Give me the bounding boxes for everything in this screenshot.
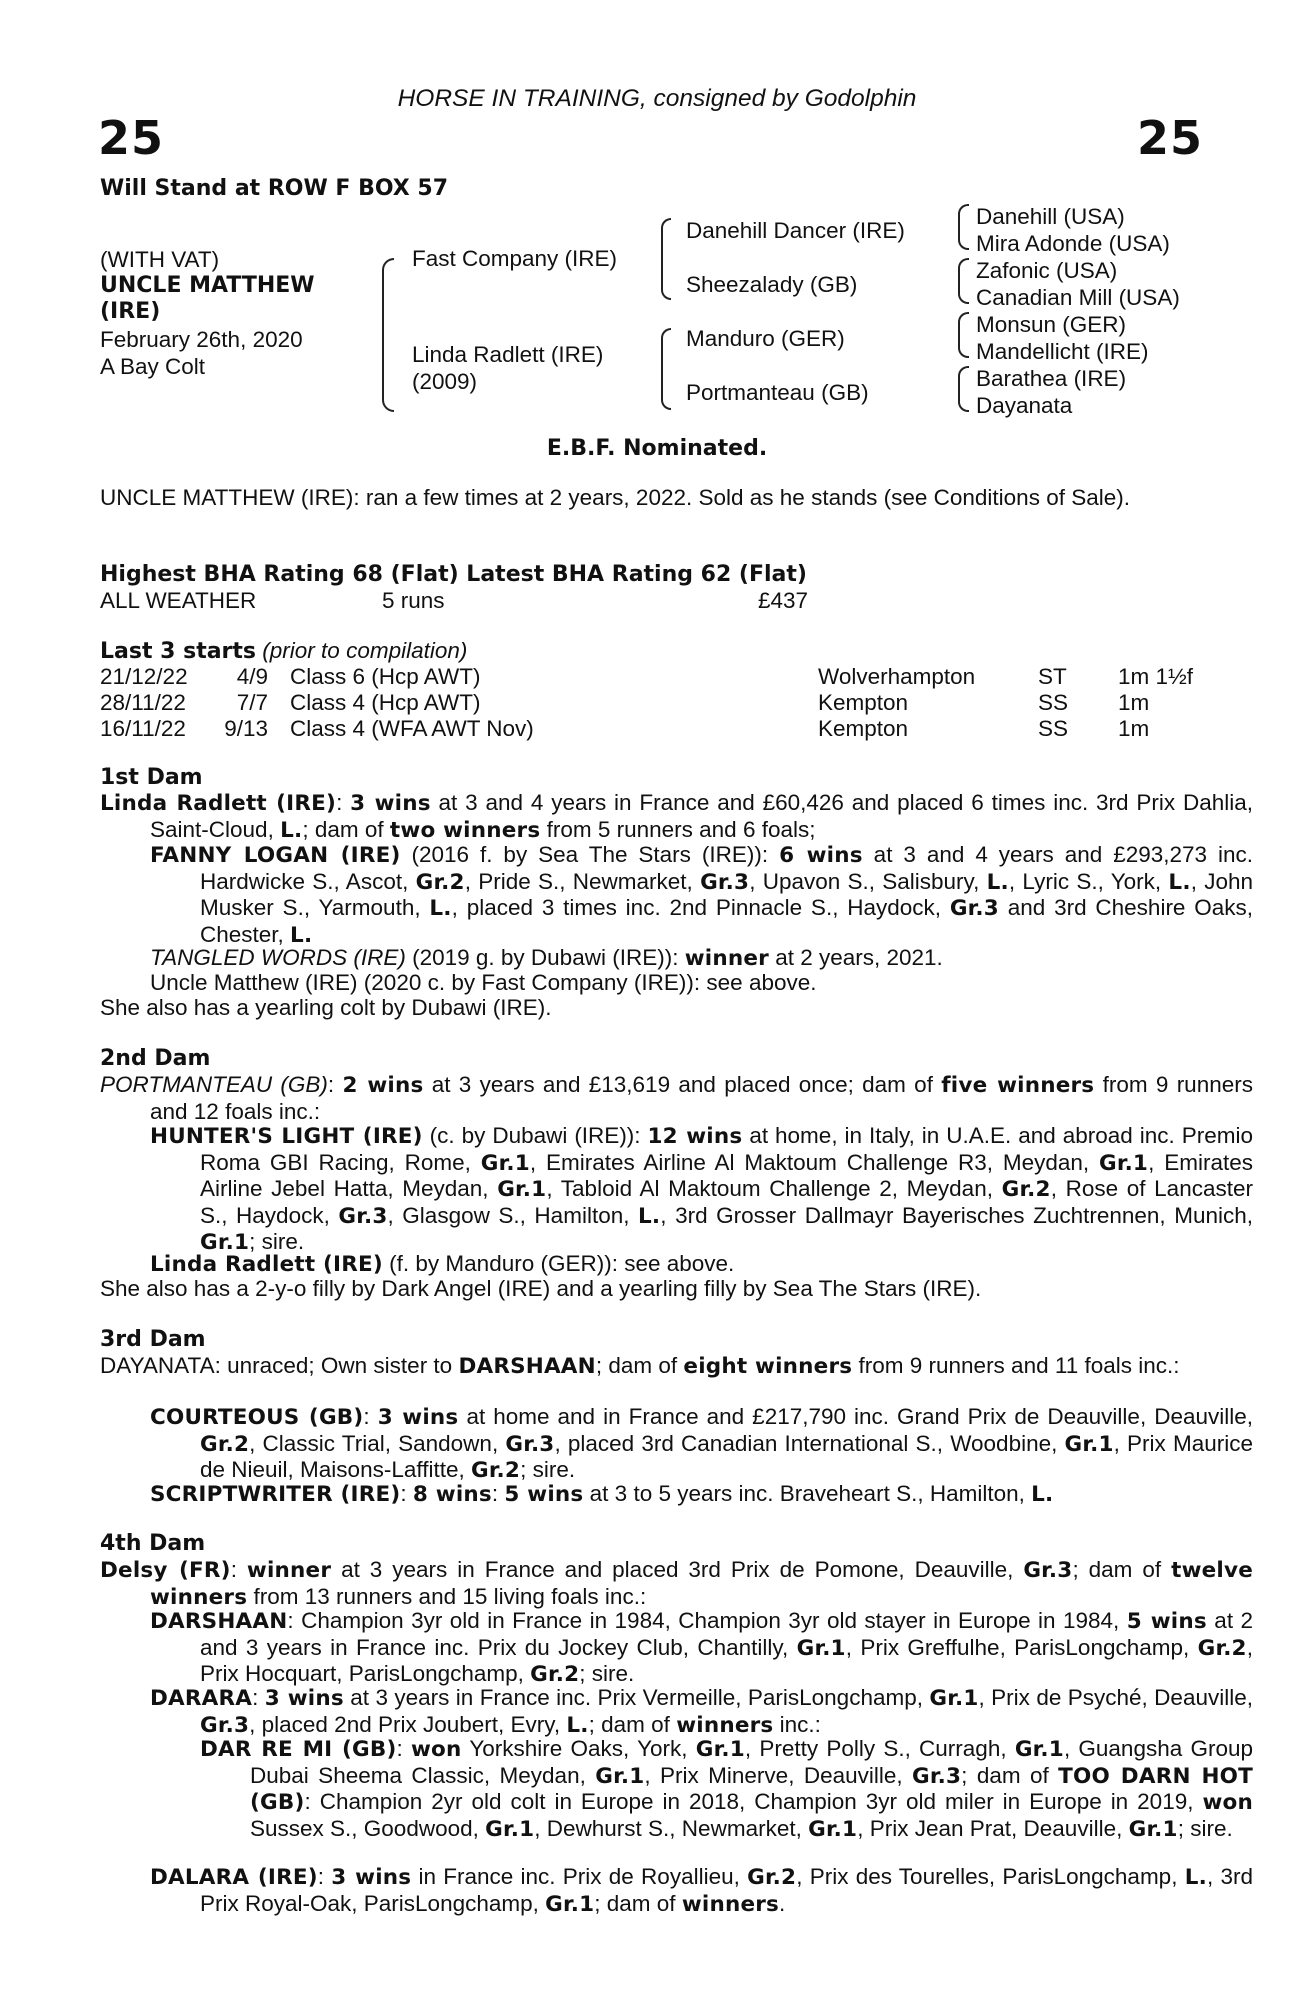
progeny-uncle-matthew: Uncle Matthew (IRE) (2020 c. by Fast Company (IRE)): see above. [150,970,817,995]
progeny-courteous: COURTEOUS (GB): 3 wins at home and in France and £217,790 inc. Grand Prix de Deauville, Deauville, Gr.2, Classic Trial, Sandown, Gr.3, placed 3rd Canadian International S., Woodbine, Gr.1, Prix Maurice de Nieuil, Maisons-Laffitte, Gr.2; sire. [150,1404,1254,1484]
start-going: ST [1038,664,1067,689]
prize-money: £437 [758,588,809,613]
first-dam-yearling: She also has a yearling colt by Dubawi (IRE). [100,995,552,1020]
start-course: Kempton [818,690,909,715]
first-dam-record: Linda Radlett (IRE): 3 wins at 3 and 4 years in France and £60,426 and placed 6 times inc. 3rd Prix Dahlia, Saint-Cloud, L.; dam of two winners from 5 runners and 6 foals; [100,790,1253,843]
bracket-sire [661,218,671,300]
second-dam-record: PORTMANTEAU (GB): 2 wins at 3 years and £13,619 and placed once; dam of five winners from 9 runners and 12 foals inc.: [100,1072,1253,1124]
grand-4: Canadian Mill (USA) [976,285,1180,310]
sire-dam: Sheezalady (GB) [686,272,858,297]
third-dam-heading: 3rd Dam [100,1327,206,1352]
progeny-hunters-light: HUNTER'S LIGHT (IRE) (c. by Dubawi (IRE)): 12 wins at home, in Italy, in U.A.E. and abroad inc. Premio Roma GBI Racing, Rome, Gr.1, Emirates Airline Al Maktoum Challenge R3, Meydan, Gr.1, Emirates Airline Jebel Hatta, Meydan, Gr.1, Tabloid Al Maktoum Challenge 2, Meydan, Gr.2, Rose of Lancaster S., Haydock, Gr.3, Glasgow S., Hamilton, L., 3rd Grosser Dallmayr Bayerisches Zuchtrennen, Munich, Gr.1; sire. [150,1123,1253,1256]
ebf-nomination: E.B.F. Nominated. [546,436,768,461]
horse-description: A Bay Colt [100,354,206,379]
start-going: SS [1038,690,1069,715]
grand-8: Dayanata [976,393,1073,418]
progeny-linda-radlett: Linda Radlett (IRE) (f. by Manduro (GER)): see above. [150,1251,735,1277]
lot-number-right: 25 [1136,111,1203,165]
second-dam-yearling: She also has a 2-y-o filly by Dark Angel (IRE) and a yearling filly by Sea The Stars (IRE). [100,1276,982,1301]
progeny-dalara: DALARA (IRE): 3 wins in France inc. Prix de Royallieu, Gr.2, Prix des Tourelles, ParisLongchamp, L., 3rd Prix Royal-Oak, ParisLongchamp, Gr.1; dam of winners. [150,1864,1253,1917]
dam-year: (2009) [412,369,478,394]
box-location: Will Stand at ROW F BOX 57 [100,176,449,201]
bracket-dam [661,328,671,410]
start-dist: 1m 1½f [1118,664,1194,689]
grand-5: Monsun (GER) [976,312,1127,337]
surface-label: ALL WEATHER [100,588,257,613]
grand-1: Danehill (USA) [976,204,1125,229]
second-dam-heading: 2nd Dam [100,1046,211,1071]
progeny-dar-re-mi: DAR RE MI (GB): won Yorkshire Oaks, York, Gr.1, Pretty Polly S., Curragh, Gr.1, Guangsha Group Dubai Sheema Classic, Meydan, Gr.1, Prix Minerve, Deauville, Gr.3; dam of TOO DARN HOT (GB): Champion 2yr old colt in Europe in 2018, Champion 3yr old miler in Europe in 2019, won Sussex S., Goodwood, Gr.1, Dewhurst S., Newmarket, Gr.1, Prix Jean Prat, Deauville, Gr.1; sire. [200,1736,1254,1842]
progeny-fanny-logan: FANNY LOGAN (IRE) (2016 f. by Sea The Stars (IRE)): 6 wins at 3 and 4 years and £293,273 inc. Hardwicke S., Ascot, Gr.2, Pride S., Newmarket, Gr.3, Upavon S., Salisbury, L., Lyric S., York, L., John Musker S., Yarmouth, L., placed 3 times inc. 2nd Pinnacle S., Haydock, Gr.3 and 3rd Cheshire Oaks, Chester, L. [150,842,1254,948]
fourth-dam-heading: 4th Dam [100,1531,206,1556]
start-pos: 4/9 [236,664,268,689]
first-dam-heading: 1st Dam [100,765,203,790]
start-course: Kempton [818,716,909,741]
start-race: Class 4 (Hcp AWT) [290,690,481,715]
foaling-date: February 26th, 2020 [100,327,303,352]
start-date: 16/11/22 [100,716,186,741]
start-race: Class 6 (Hcp AWT) [290,664,481,689]
last-starts-heading: Last 3 starts (prior to compilation) [100,638,468,664]
grand-3: Zafonic (USA) [976,258,1118,283]
sire-sire: Danehill Dancer (IRE) [686,218,905,243]
start-row [100,690,1220,716]
bracket-g4 [958,366,969,412]
start-pos: 9/13 [224,716,268,741]
fourth-dam-record: Delsy (FR): winner at 3 years in France and placed 3rd Prix de Pomone, Deauville, Gr.3; dam of twelve winners from 13 runners and 15 living foals inc.: [100,1557,1253,1610]
dam: Linda Radlett (IRE) [412,342,604,367]
start-going: SS [1038,716,1069,741]
start-course: Wolverhampton [818,664,976,689]
grand-6: Mandellicht (IRE) [976,339,1149,364]
start-date: 28/11/22 [100,690,186,715]
consignment-header: HORSE IN TRAINING, consigned by Godolphin [397,85,917,112]
dam-sire: Manduro (GER) [686,326,845,351]
dam-dam: Portmanteau (GB) [686,380,869,405]
third-dam-record: DAYANATA: unraced; Own sister to DARSHAAN; dam of eight winners from 9 runners and 11 foals inc.: [100,1353,1180,1379]
start-pos: 7/7 [236,690,268,715]
start-date: 21/12/22 [100,664,188,689]
horse-name: UNCLE MATTHEW [100,273,315,298]
bracket-g1 [958,204,969,250]
start-race: Class 4 (WFA AWT Nov) [290,716,534,741]
vat-label: (WITH VAT) [100,247,220,272]
grand-7: Barathea (IRE) [976,366,1127,391]
start-dist: 1m [1118,690,1150,715]
lot-number-left: 25 [98,111,165,165]
runs-count: 5 runs [382,588,445,613]
start-row [100,664,1220,690]
progeny-darara: DARARA: 3 wins at 3 years in France inc. Prix Vermeille, ParisLongchamp, Gr.1, Prix de Psyché, Deauville, Gr.3, placed 2nd Prix Joubert, Evry, L.; dam of winners inc.: [150,1685,1253,1738]
progeny-darshaan: DARSHAAN: Champion 3yr old in France in 1984, Champion 3yr old stayer in Europe in 1984, 5 wins at 2 and 3 years in France inc. Prix du Jockey Club, Chantilly, Gr.1, Prix Greffulhe, ParisLongchamp, Gr.2, Prix Hocquart, ParisLongchamp, Gr.2; sire. [150,1608,1254,1688]
bha-rating: Highest BHA Rating 68 (Flat) Latest BHA Rating 62 (Flat) [100,562,807,587]
start-dist: 1m [1118,716,1150,741]
bracket-g2 [958,258,969,304]
grand-2: Mira Adonde (USA) [976,231,1170,256]
progeny-scriptwriter: SCRIPTWRITER (IRE): 8 wins: 5 wins at 3 to 5 years inc. Braveheart S., Hamilton, L. [150,1481,1054,1507]
horse-name-suffix: (IRE) [100,299,161,324]
sire: Fast Company (IRE) [412,246,618,271]
bracket-parents [382,258,394,412]
bracket-g3 [958,312,969,358]
start-row [100,716,1220,742]
progeny-tangled-words: TANGLED WORDS (IRE) (2019 g. by Dubawi (IRE)): winner at 2 years, 2021. [150,945,943,971]
race-summary: UNCLE MATTHEW (IRE): ran a few times at 2 years, 2022. Sold as he stands (see Conditions of Sale). [100,485,1130,510]
